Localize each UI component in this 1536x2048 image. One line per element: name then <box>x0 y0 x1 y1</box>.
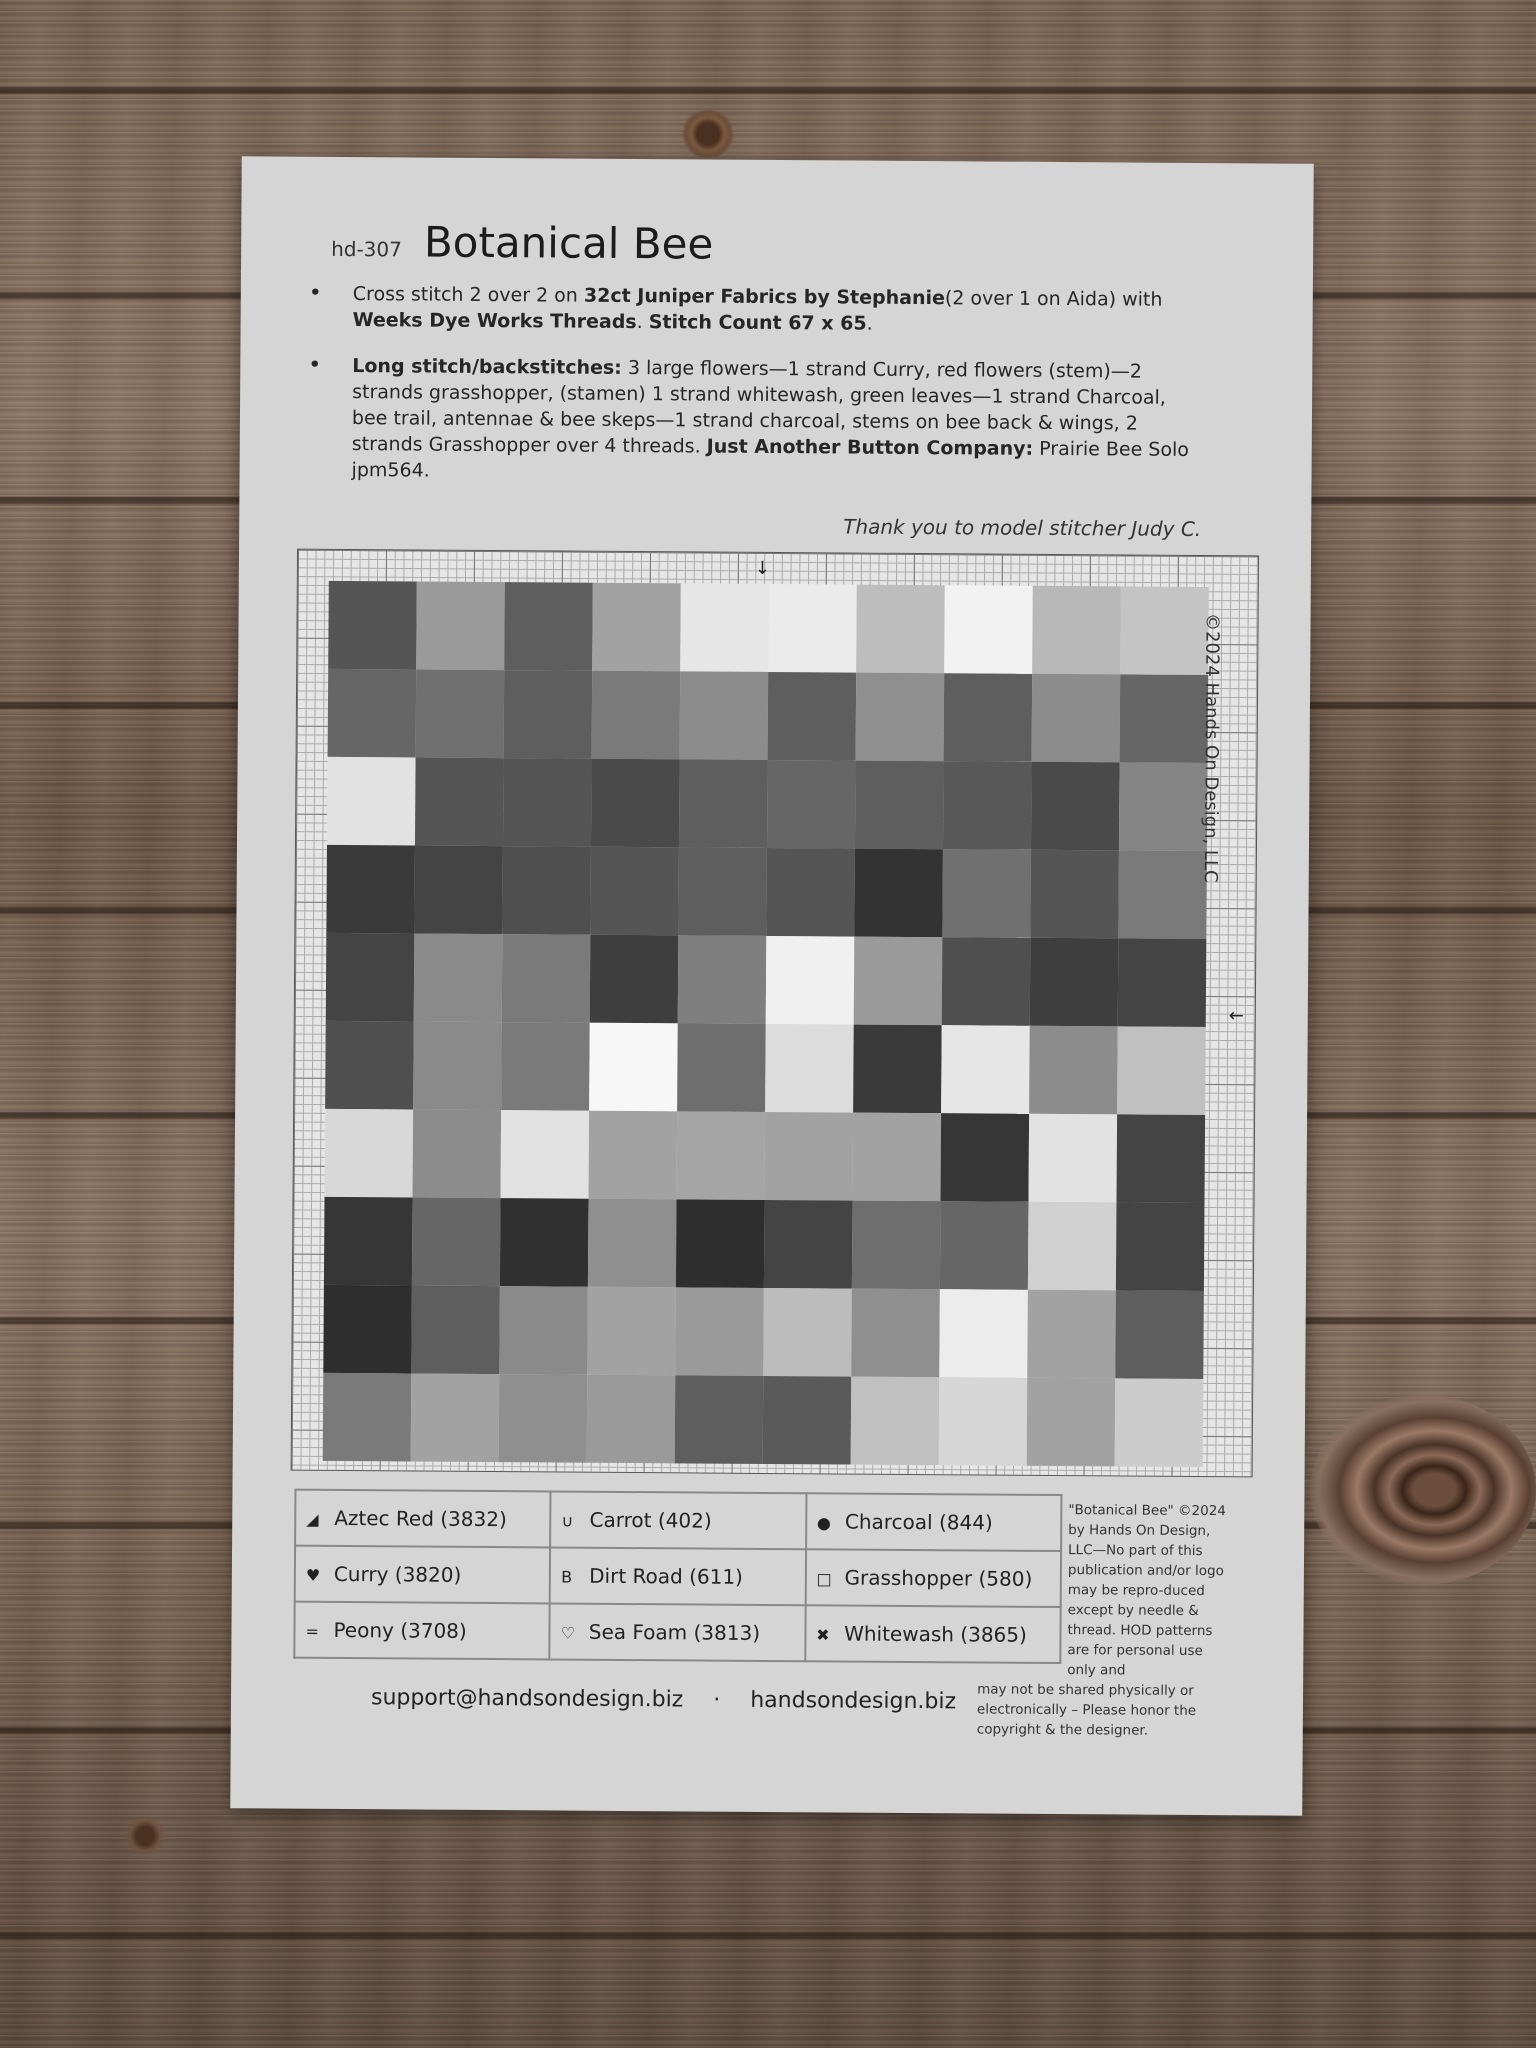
pattern-code: hd-307 <box>331 236 402 262</box>
mosaic-cell <box>766 936 855 1025</box>
mosaic-cell <box>591 759 680 848</box>
mosaic-cell <box>328 581 417 670</box>
mosaic-cell <box>943 761 1032 850</box>
key-symbol-icon: ♡ <box>560 1623 576 1643</box>
mosaic-cell <box>1118 850 1207 939</box>
key-thread-name: Carrot (402) <box>589 1507 712 1533</box>
mosaic-cell <box>411 1373 500 1462</box>
key-entry <box>805 1605 1061 1663</box>
mosaic-cell <box>587 1287 676 1376</box>
pattern-sheet <box>230 156 1314 1815</box>
key-entry <box>805 1549 1061 1607</box>
instruction-backstitch <box>304 353 1205 489</box>
mosaic-cell <box>677 1023 766 1112</box>
mosaic-cell <box>1027 1290 1116 1379</box>
legal-notice: "Botanical Bee" ©2024 by Hands On Design, LLC—No part of this publication and/or logo may be repro-duced except by needle & thread. HOD patterns are for personal use only and <box>1067 1502 1226 1679</box>
key-thread-name: Peony (3708) <box>333 1617 467 1643</box>
mosaic-cell <box>325 1021 414 1110</box>
text: (2 over 1 on Aida) with <box>944 287 1163 311</box>
mosaic-cell <box>856 673 945 762</box>
mosaic-cell <box>852 1201 941 1290</box>
mosaic-cell <box>851 1377 940 1466</box>
key-symbol-icon: ∪ <box>561 1511 574 1531</box>
mosaic-cell <box>1027 1378 1116 1467</box>
key-thread-name: Grasshopper (580) <box>844 1565 1033 1591</box>
mosaic-cell <box>416 670 505 759</box>
mosaic-cell <box>764 1200 853 1289</box>
mosaic-cell <box>940 1201 1029 1290</box>
mosaic-cell <box>590 935 679 1024</box>
mosaic-cell <box>1031 762 1120 851</box>
mosaic-cell <box>1030 850 1119 939</box>
mosaic-cell <box>942 937 1031 1026</box>
thanks-note: Thank you to model stitcher Judy C. <box>843 514 1202 541</box>
key-symbol-icon: ◢ <box>306 1509 319 1529</box>
mosaic-cell <box>588 1199 677 1288</box>
instructions <box>303 281 1205 509</box>
key-thread-name: Whitewash (3865) <box>844 1621 1027 1647</box>
header <box>331 217 713 269</box>
mosaic-cell <box>504 670 593 759</box>
mosaic-cell <box>763 1376 852 1465</box>
mosaic-cell <box>1120 674 1209 763</box>
mosaic-cell <box>942 849 1031 938</box>
separator: · <box>713 1687 721 1713</box>
mosaic-cell <box>678 935 767 1024</box>
mosaic-cell <box>414 934 503 1023</box>
mosaic-cell <box>763 1288 852 1377</box>
key-thread-name: Aztec Red (3832) <box>334 1505 507 1532</box>
key-row <box>295 1490 1061 1551</box>
center-arrow-down-icon: ↓ <box>754 557 771 579</box>
mosaic-cell <box>855 761 944 850</box>
mosaic-cell <box>1032 586 1121 675</box>
text-bold: Stitch Count 67 x 65 <box>648 311 867 335</box>
mosaic-cell <box>412 1197 501 1286</box>
mosaic-cell <box>1028 1202 1117 1291</box>
mosaic-cell <box>1032 674 1121 763</box>
key-row <box>295 1546 1061 1607</box>
key-symbol-icon: □ <box>816 1569 832 1589</box>
mosaic-cell <box>768 672 857 761</box>
mosaic-cell <box>504 582 593 671</box>
key-thread-name: Curry (3820) <box>333 1561 462 1587</box>
color-key <box>293 1489 1062 1664</box>
mosaic-cell <box>501 1110 590 1199</box>
mosaic-cell <box>416 582 505 671</box>
key-symbol-icon: = <box>305 1621 319 1641</box>
key-entry <box>550 1603 806 1661</box>
text: 3 large flowers—1 strand Curry, red flowers (stem)—2 strands grasshopper, (stamen) 1 strand whitewash, green leaves—1 strand Charcoal, bee trail, antennae & bee skeps—1 strand charcoal, stems on bee back & wings, 2 strands Grasshopper over 4 threads. <box>351 356 1166 458</box>
key-symbol-icon: ● <box>816 1513 831 1533</box>
mosaic-cell <box>768 584 857 673</box>
text-bold: Long stitch/backstitches: <box>352 355 622 379</box>
mosaic-cell <box>853 1025 942 1114</box>
website: handsondesign.biz <box>750 1687 957 1715</box>
text: . <box>866 312 873 335</box>
key-symbol-icon: B <box>561 1567 573 1587</box>
mosaic-cell <box>326 845 415 934</box>
text-bold: Just Another Button Company: <box>706 435 1034 460</box>
chart-copyright: ©2024 Hands On Design, LLC <box>1199 612 1223 883</box>
mosaic-cell <box>325 1109 414 1198</box>
wood-knot <box>680 110 736 158</box>
pattern-title: Botanical Bee <box>423 217 714 269</box>
mosaic-cell <box>767 760 856 849</box>
key-thread-name: Charcoal (844) <box>844 1509 993 1535</box>
mosaic-cell <box>1115 1290 1204 1379</box>
mosaic-cell <box>411 1285 500 1374</box>
mosaic-cell <box>677 1111 766 1200</box>
text: Cross stitch 2 over 2 on <box>352 283 585 307</box>
mosaic-cell <box>328 669 417 758</box>
key-row <box>294 1602 1060 1663</box>
stitch-chart <box>291 549 1257 1476</box>
mosaic-cell <box>1117 1026 1206 1115</box>
instruction-fabric <box>305 281 1205 339</box>
mosaic-cell <box>851 1289 940 1378</box>
mosaic-cell <box>500 1198 589 1287</box>
mosaic-cell <box>1028 1114 1117 1203</box>
text-bold: Weeks Dye Works Threads <box>352 309 637 334</box>
mosaic-cell <box>939 1377 1028 1466</box>
mosaic-cell <box>589 1023 678 1112</box>
mosaic-cell <box>675 1287 764 1376</box>
mosaic-cell <box>1115 1378 1204 1467</box>
mosaic-cell <box>1116 1114 1205 1203</box>
mosaic-cell <box>592 583 681 672</box>
mosaic-cell <box>413 1109 502 1198</box>
mosaic-cell <box>324 1197 413 1286</box>
key-entry <box>295 1490 551 1548</box>
mosaic-cell <box>1030 938 1119 1027</box>
mosaic-cell <box>503 758 592 847</box>
mosaic-cell <box>589 1111 678 1200</box>
wood-knot <box>1310 1395 1536 1585</box>
mosaic-cell <box>856 585 945 674</box>
mosaic-cell <box>675 1375 764 1464</box>
key-symbol-icon: ✖ <box>816 1625 830 1645</box>
mosaic-cell <box>1029 1026 1118 1115</box>
mosaic-cell <box>587 1375 676 1464</box>
mosaic-cell <box>680 583 769 672</box>
mosaic-cell <box>323 1285 412 1374</box>
mosaic-cell <box>854 937 943 1026</box>
mosaic-cell <box>327 757 416 846</box>
mosaic-cell <box>944 585 1033 674</box>
mosaic-cell <box>415 758 504 847</box>
mosaic-cell <box>1116 1202 1205 1291</box>
text-bold: 32ct Juniper Fabrics by Stephanie <box>583 284 945 310</box>
mosaic-cell <box>502 846 591 935</box>
mosaic-cell <box>941 1113 1030 1202</box>
mosaic-cell <box>499 1286 588 1375</box>
mosaic-cell <box>765 1112 854 1201</box>
key-entry <box>294 1602 550 1660</box>
footer <box>371 1685 956 1714</box>
key-entry <box>295 1546 551 1604</box>
key-entry <box>550 1491 806 1549</box>
mosaic-cell <box>680 671 769 760</box>
support-email: support@handsondesign.biz <box>370 1685 684 1713</box>
mosaic-cell <box>326 933 415 1022</box>
text: Prairie Bee Solo jpm564. <box>351 437 1190 482</box>
mosaic-cell <box>590 847 679 936</box>
mosaic-cell <box>592 671 681 760</box>
mosaic-cell <box>676 1199 765 1288</box>
mosaic-cell <box>765 1024 854 1113</box>
key-entry <box>806 1493 1062 1551</box>
wood-knot <box>122 1818 168 1854</box>
key-entry <box>550 1547 806 1605</box>
mosaic-cell <box>413 1021 502 1110</box>
text: . <box>636 311 649 334</box>
pixelated-chart <box>323 581 1209 1467</box>
key-symbol-icon: ♥ <box>305 1565 321 1585</box>
mosaic-cell <box>1119 762 1208 851</box>
mosaic-cell <box>502 934 591 1023</box>
mosaic-cell <box>944 673 1033 762</box>
mosaic-cell <box>1118 938 1207 1027</box>
key-thread-name: Sea Foam (3813) <box>588 1619 761 1645</box>
mosaic-cell <box>679 759 768 848</box>
center-arrow-left-icon: ← <box>1228 1005 1244 1027</box>
key-thread-name: Dirt Road (611) <box>589 1563 743 1589</box>
legal-notice-tail: may not be shared physically or electronically – Please honor the copyright & the designer. <box>976 1681 1197 1739</box>
mosaic-cell <box>1120 586 1209 675</box>
mosaic-cell <box>414 846 503 935</box>
mosaic-cell <box>323 1373 412 1462</box>
mosaic-cell <box>854 849 943 938</box>
mosaic-cell <box>766 848 855 937</box>
mosaic-cell <box>501 1022 590 1111</box>
mosaic-cell <box>678 847 767 936</box>
mosaic-cell <box>499 1374 588 1463</box>
mosaic-cell <box>941 1025 1030 1114</box>
mosaic-cell <box>853 1113 942 1202</box>
mosaic-cell <box>939 1289 1028 1378</box>
